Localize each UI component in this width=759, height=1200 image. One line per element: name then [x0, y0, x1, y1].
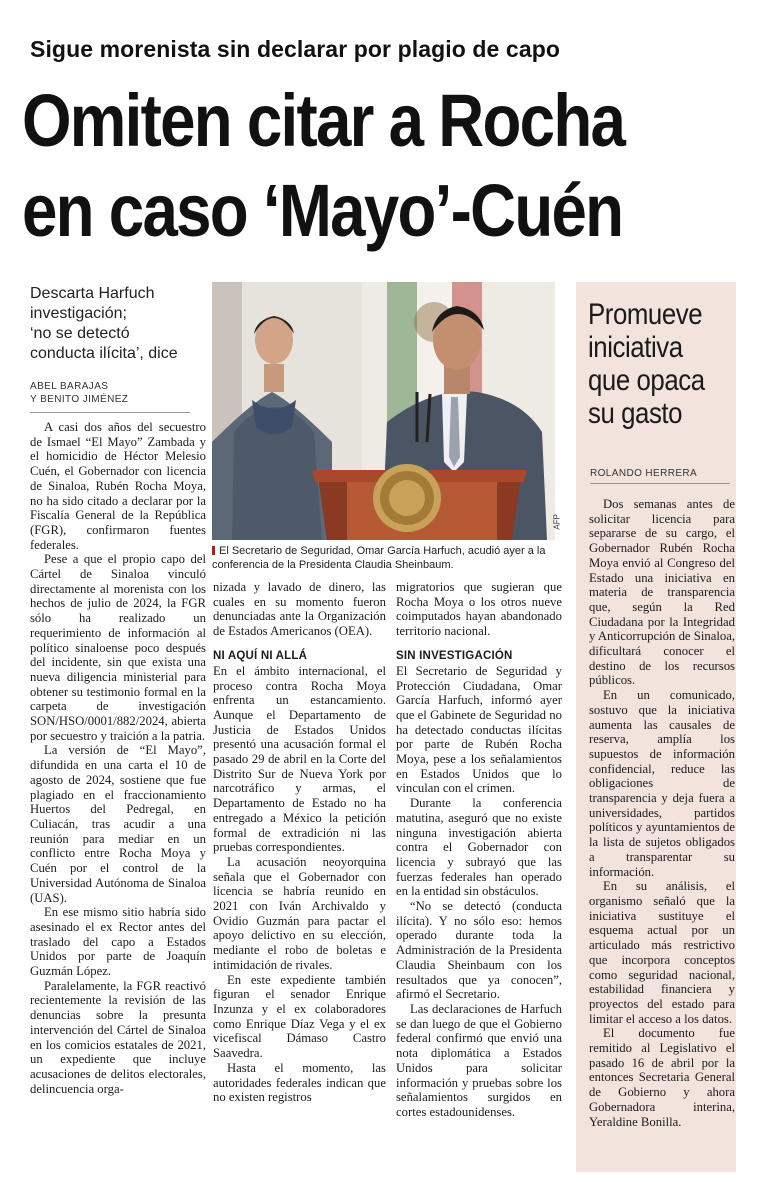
paragraph: En este expediente también figuran el senador Enrique Inzunza y el ex colaboradores como Enrique Díaz Vega y el ex vicefiscal Dámaso Castro Saavedra.: [213, 972, 386, 1061]
divider: [30, 412, 190, 413]
deck: [30, 284, 210, 364]
deck-line: ‘no se detectó: [30, 325, 130, 342]
paragraph: En su análisis, el organismo señaló que la iniciativa sustituye el esquema actual por un articulado más restrictivo que incorpora conceptos como seguridad nacional, estabilidad financiera y proyectos del estado para limitar el acceso a los datos.: [589, 879, 735, 1026]
paragraph: Durante la conferencia matutina, aseguró que no existe ninguna investigación abierta contra el Gobernador con licencia y subrayó que las fuerzas federales han operado en la entidad sin obstáculos.: [396, 796, 562, 899]
paragraph: La versión de “El Mayo”, difundida en una carta el 10 de agosto de 2024, sostiene que fue plagiado en el fraccionamiento Huertos del Pedregal, en Culiacán, tras acudir a una reunión para mediar en un conflicto entre Rocha Moya y Cuén por el control de la Universidad Autónoma de Sinaloa (UAS).: [30, 743, 206, 905]
photo-illustration: [212, 282, 555, 540]
paragraph: migratorios que sugieran que Rocha Moya o los otros nueve coimputados hayan abandonado territorio nacional.: [396, 580, 562, 639]
article-column-2: [213, 580, 386, 1180]
paragraph: Dos semanas antes de solicitar licencia para separarse de su cargo, el Gobernador Rubén Rocha Moya envió al Congreso del Estado una iniciativa en materia de transparencia que, según la Red Ciudadana por la Integridad y Anticorrupción de Sinaloa, dificultará conocer el destino de los recursos públicos.: [589, 497, 735, 688]
headline-line-2: en caso ‘Mayo’-Cuén: [22, 169, 623, 252]
headline-line-1: Omiten citar a Rocha: [22, 79, 625, 162]
kicker: Sigue morenista sin declarar por plagio de capo: [30, 36, 561, 62]
byline-line: Y BENITO JIMÉNEZ: [30, 394, 129, 405]
paragraph: En un comunicado, sostuvo que la iniciativa aumenta las causales de reserva, amplía los supuestos de información confidencial, reduce las obligaciones de transparencia y deja fuera a universidades, partidos políticos y ayuntamientos de la lista de sujetos obligados a transparentar su información.: [589, 688, 735, 879]
subheading: SIN INVESTIGACIÓN: [396, 649, 513, 662]
photo-caption: [212, 544, 557, 572]
paragraph: El documento fue remitido al Legislativo el pasado 16 de abril por la entonces Secretaria General de Gobierno y ahora Gobernadora interina, Yeraldine Bonilla.: [589, 1026, 735, 1129]
article-column-1: [30, 420, 206, 1190]
caption-text: El Secretario de Seguridad, Omar García Harfuch, acudió ayer a la conferencia de la Presidenta Claudia Sheinbaum.: [212, 545, 546, 571]
deck-line: investigación;: [30, 305, 127, 322]
news-photo: [212, 282, 562, 540]
article-column-3: [396, 580, 562, 1180]
paragraph: “No se detectó (conducta ilícita). Y no sólo eso: hemos operado durante toda la Administración de la Presidenta Claudia Sheinbaum con los resultados que ya conocen”, afirmó el Secretario.: [396, 899, 562, 1002]
divider: [590, 483, 730, 484]
sidebar-column: [589, 497, 735, 1177]
paragraph: Las declaraciones de Harfuch se dan luego de que el Gobierno federal confirmó que envió una nota diplomática a Estados Unidos para solicitar información y pruebas sobre los señalamientos surgidos en cortes estadounidenses.: [396, 1001, 562, 1119]
paragraph: nizada y lavado de dinero, las cuales en su momento fueron denunciadas ante la Organización de Estados Americanos (OEA).: [213, 580, 386, 639]
byline: [30, 380, 190, 406]
deck-line: Descarta Harfuch: [30, 285, 155, 302]
paragraph: Pese a que el propio capo del Cártel de Sinaloa vinculó directamente al morenista con los hechos de julio de 2024, la FGR sólo ha realizado un requerimiento de información al político sinaloense poco después del incidente, sin que exista una nueva diligencia ministerial para obtener su testimonio formal en la carpeta de investigación SON/HSO/0001/882/2024, abierta por secuestro y traición a la patria.: [30, 552, 206, 743]
paragraph: Hasta el momento, las autoridades federales indican que no existen registros: [213, 1060, 386, 1105]
paragraph: En el ámbito internacional, el proceso contra Rocha Moya enfrenta un estancamiento. Aunque el Departamento de Justicia de Estados Unidos presentó una acusación formal el pasado 29 de abril en la Corte del Distrito Sur de Nueva York por narcotráfico y armas, el Departamento de Estado no ha entregado a México la petición formal de extradición ni las pruebas correspondientes.: [213, 663, 386, 855]
byline-line: ABEL BARAJAS: [30, 381, 109, 392]
caption-marker: [212, 546, 215, 555]
paragraph: Paralelamente, la FGR reactivó recientemente la revisión de las denuncias sobre la presunta intervención del Cártel de Sinaloa en los comicios estatales de 2021, un expediente que incluye acusaciones de delitos electorales, delincuencia orga-: [30, 978, 206, 1096]
paragraph: El Secretario de Seguridad y Protección Ciudadana, Omar García Harfuch, informó ayer que el Gabinete de Seguridad no ha detectado conductas ilícitas por parte de Rubén Rocha Moya, pese a los señalamientos en Estados Unidos que lo vinculan con el crimen.: [396, 663, 562, 796]
photo-credit: AFP: [553, 514, 562, 530]
headline: [22, 76, 650, 256]
sidebar-title: Promueve iniciativa que opaca su gasto: [588, 298, 705, 430]
paragraph: En ese mismo sitio habría sido asesinado el ex Rector antes del traslado del capo a Estados Unidos por parte de Joaquín Guzmán López.: [30, 905, 206, 979]
sidebar-byline: ROLANDO HERRERA: [590, 468, 698, 479]
subheading: NI AQUÍ NI ALLÁ: [213, 649, 308, 662]
deck-line: conducta ilícita’, dice: [30, 345, 178, 362]
paragraph: A casi dos años del secuestro de Ismael “El Mayo” Zambada y el homicidio de Héctor Melesio Cuén, el Gobernador con licencia de Sinaloa, Rubén Rocha Moya, no ha sido citado a declarar por la Fiscalía General de la República (FGR), confirmaron fuentes federales.: [30, 420, 206, 552]
paragraph: La acusación neoyorquina señala que el Gobernador con licencia se habría reunido en 2021 con Iván Archivaldo y Ovidio Guzmán para pactar el apoyo delictivo en su elección, mediante el robo de boletas e intimidación de rivales.: [213, 854, 386, 972]
